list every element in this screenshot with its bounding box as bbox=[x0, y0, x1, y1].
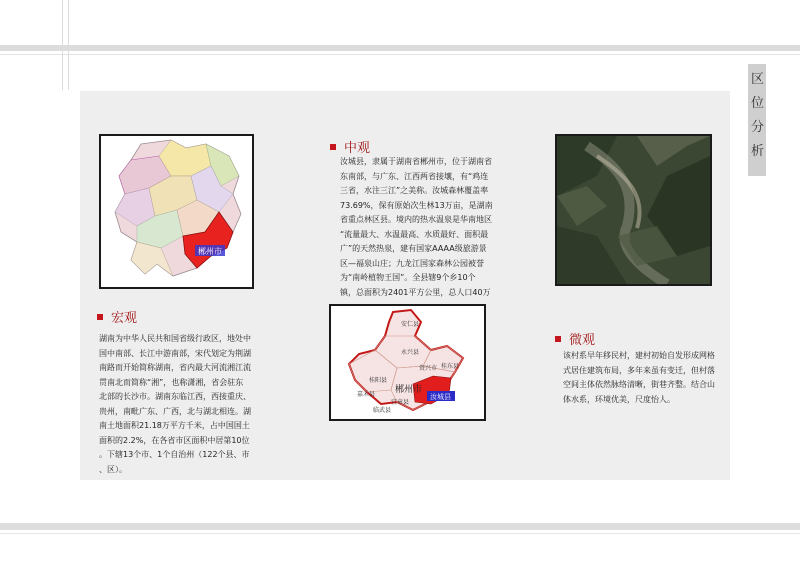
micro-heading bbox=[555, 329, 595, 348]
chenzhou-map-image bbox=[329, 304, 486, 421]
aerial-photo-image bbox=[555, 134, 712, 286]
map-label-zixing: 资兴市 bbox=[419, 365, 438, 372]
micro-heading-marker bbox=[555, 336, 561, 342]
map-label-city: 郴州市 bbox=[395, 385, 423, 395]
micro-text: 该村系早年移民村，建村初始自发形成网格 式居住建筑布局，多年来虽有变迁，但村落 空间主体依然脉络清晰，街巷齐整。结合山 体水系，环境优美，尺度怡人。 bbox=[563, 351, 715, 404]
map-label-linwu: 临武县 bbox=[373, 407, 392, 414]
micro-title: 微观 bbox=[569, 333, 596, 348]
meso-title: 中观 bbox=[344, 141, 371, 156]
macro-title: 宏观 bbox=[111, 311, 138, 326]
map-label-yongxing: 永兴县 bbox=[401, 349, 420, 356]
bottom-rule-thin bbox=[0, 533, 800, 534]
top-vertical-rule bbox=[62, 0, 63, 90]
top-vertical-rule bbox=[68, 0, 69, 90]
top-rule-thin bbox=[0, 54, 800, 55]
macro-text: 湖南为中华人民共和国省级行政区，地处中 国中南部、长江中游南部，宋代划定为荆湖 南路而开始简称湖南，省内最大河流湘江流 贯南北而简称“湘”，也称潇湘，省会驻东 北部的长沙市。湖南东临江西，西接重庆、 贵州，南毗广东、广西，北与湖北相连。湖 南土地面积21.18万平方千米，占中国国土 面积的2.2%，在各省市区面积中居第10位 。下辖13个市、1个自治州（122个县、市 、区）。 bbox=[99, 334, 251, 474]
meso-text: 汝城县，隶属于湖南省郴州市，位于湖南省 东南部，与广东、江西两省接壤，有“鸡连 三省，水注三江”之美称。汝城森林覆盖率 73.69%，保有原始次生林13万亩，是湖南 省重点林区县。境内的热水温泉是华南地区 “流量最大、水温最高、水质最好、面积最 广”的天然热泉，建有国家AAAA级旅游景 区—福泉山庄；九龙江国家森林公园被誉 为“南岭植物王国”。全县辖9个乡10个 镇，总面积为2401平方公里，总人口40万 bbox=[340, 157, 493, 297]
hunan-map-label: 郴州市 bbox=[198, 247, 222, 256]
map-label-yizhang: 宜章县 bbox=[391, 399, 410, 406]
bottom-rule bbox=[0, 523, 800, 530]
map-label-guidong: 桂东县 bbox=[441, 363, 460, 370]
map-label-guiyang: 桂阳县 bbox=[369, 377, 388, 384]
map-label-highlight: 汝城县 bbox=[430, 393, 451, 401]
meso-heading-marker bbox=[330, 144, 336, 150]
hunan-map-image bbox=[99, 134, 254, 289]
map-label-jiahe: 嘉禾县 bbox=[357, 391, 376, 398]
top-rule bbox=[0, 45, 800, 51]
section-sidebar-tab bbox=[748, 64, 766, 176]
macro-heading bbox=[97, 307, 137, 326]
map-label-anren: 安仁县 bbox=[401, 321, 420, 328]
meso-heading bbox=[330, 137, 370, 156]
macro-heading-marker bbox=[97, 314, 103, 320]
sidebar-label: 区位分析 bbox=[751, 72, 765, 159]
